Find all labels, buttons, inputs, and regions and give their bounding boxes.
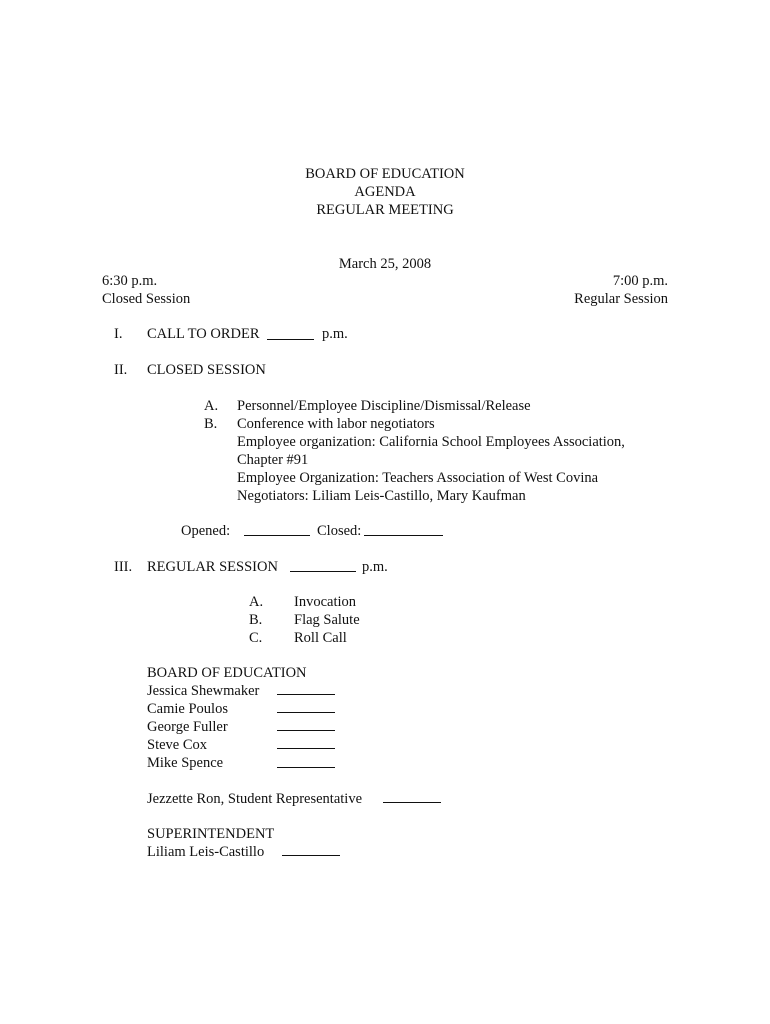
board-member-blank <box>277 694 335 695</box>
board-member-name: George Fuller <box>147 719 228 735</box>
regular-item-letter: A. <box>249 594 264 610</box>
section-1-title: CALL TO ORDER <box>147 326 260 342</box>
negotiation-detail: Employee organization: California School Employees Association, <box>237 434 625 450</box>
superintendent-blank <box>282 855 340 856</box>
closed-label: Closed: <box>317 523 362 539</box>
regular-session-label: Regular Session <box>574 291 668 307</box>
section-2-number: II. <box>114 362 128 378</box>
student-rep-blank <box>383 802 441 803</box>
board-member-blank <box>277 748 335 749</box>
section-3-number: III. <box>114 559 133 575</box>
negotiation-detail: Employee Organization: Teachers Association of West Covina <box>237 470 599 486</box>
agenda-title-line3: REGULAR MEETING <box>316 202 454 218</box>
board-member-name: Camie Poulos <box>147 701 228 717</box>
board-member-blank <box>277 712 335 713</box>
regular-session-time-blank <box>290 571 356 572</box>
closed-time-blank <box>364 535 443 536</box>
regular-item-text: Roll Call <box>294 630 347 646</box>
board-member-name: Mike Spence <box>147 755 224 771</box>
closed-session-time: 6:30 p.m. <box>102 273 158 289</box>
regular-session-time: 7:00 p.m. <box>612 273 668 289</box>
section-2-title: CLOSED SESSION <box>147 362 266 378</box>
regular-item-text: Invocation <box>294 594 357 610</box>
regular-item-letter: C. <box>249 630 263 646</box>
board-member-blank <box>277 767 335 768</box>
superintendent-name: Liliam Leis-Castillo <box>147 844 265 860</box>
opened-time-blank <box>244 535 310 536</box>
board-member-blank <box>277 730 335 731</box>
board-member-name: Steve Cox <box>147 737 208 753</box>
student-rep-name: Jezzette Ron, Student Representative <box>147 791 363 807</box>
section-3-suffix: p.m. <box>362 559 388 575</box>
section-3-title: REGULAR SESSION <box>147 559 278 575</box>
agenda-title-line2: AGENDA <box>354 184 416 200</box>
superintendent-heading: SUPERINTENDENT <box>147 826 275 842</box>
call-to-order-time-blank <box>267 339 314 340</box>
regular-item-text: Flag Salute <box>294 612 360 628</box>
closed-item-text: Conference with labor negotiators <box>237 416 435 432</box>
section-1-number: I. <box>114 326 123 342</box>
negotiation-detail: Chapter #91 <box>237 452 309 468</box>
closed-item-letter: A. <box>204 398 219 414</box>
board-member-name: Jessica Shewmaker <box>147 683 260 699</box>
agenda-title-line1: BOARD OF EDUCATION <box>305 166 465 182</box>
regular-item-letter: B. <box>249 612 263 628</box>
closed-session-label: Closed Session <box>102 291 191 307</box>
section-1-suffix: p.m. <box>322 326 348 342</box>
board-heading: BOARD OF EDUCATION <box>147 665 307 681</box>
negotiation-detail: Negotiators: Liliam Leis-Castillo, Mary Kaufman <box>237 488 526 504</box>
opened-label: Opened: <box>181 523 231 539</box>
closed-item-letter: B. <box>204 416 218 432</box>
closed-item-text: Personnel/Employee Discipline/Dismissal/Release <box>237 398 531 414</box>
meeting-date: March 25, 2008 <box>338 256 432 272</box>
